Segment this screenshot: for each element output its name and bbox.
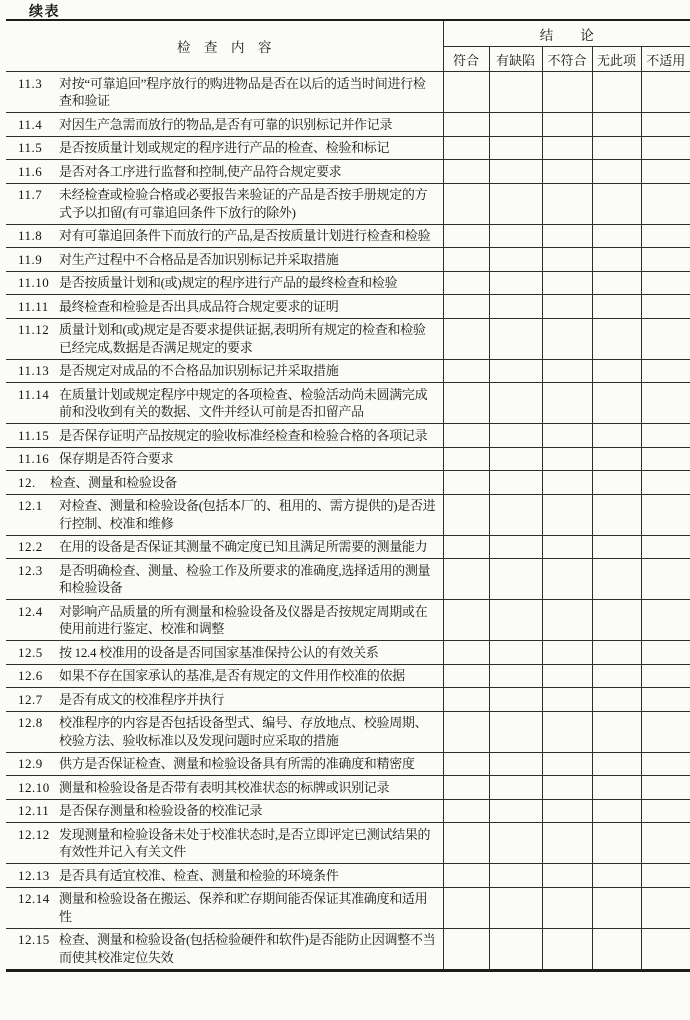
- result-cell-nonconform: [542, 318, 592, 359]
- result-cell-has-defect: [489, 887, 542, 928]
- result-cell-conform: [443, 72, 489, 113]
- item-text: 对按“可靠追回”程序放行的购进物品是否在以后的适当时间进行检查和验证: [59, 75, 426, 108]
- table-row: [6, 799, 690, 823]
- item-text: 对生产过程中不合格品是否加识别标记并采取措施: [59, 251, 339, 267]
- inspection-item-cell: [6, 535, 443, 559]
- item-text: 如果不存在国家承认的基准,是否有规定的文件用作校准的依据: [59, 668, 405, 683]
- item-text: 测量和检验设备是否带有表明其校准状态的标牌或识别记录: [59, 779, 390, 795]
- result-cell-nonconform: [542, 72, 592, 113]
- result-cell-has-defect: [489, 160, 542, 184]
- item-number: 12.5: [18, 644, 43, 660]
- item-text: 是否保存测量和检验设备的校准记录: [59, 803, 263, 818]
- result-cell-has-defect: [489, 224, 542, 248]
- table-row: [6, 711, 690, 752]
- inspection-item-cell: [6, 887, 443, 928]
- result-cell-conform: [443, 359, 489, 383]
- table-row: [6, 535, 690, 559]
- item-text: 对影响产品质量的所有测量和检验设备及仪器是否按规定周期或在使用前进行鉴定、校准和调整: [59, 603, 428, 636]
- item-number: 11.13: [18, 363, 50, 378]
- result-cell-nonconform: [542, 928, 592, 970]
- result-cell-conform: [443, 752, 489, 776]
- table-row: [6, 600, 690, 641]
- inspection-item-cell: [6, 424, 443, 448]
- inspection-item-cell: [6, 359, 443, 383]
- result-cell-conform: [443, 471, 489, 495]
- item-text: 是否明确检查、测量、检验工作及所要求的准确度,选择适用的测量和检验设备: [59, 562, 431, 595]
- result-cell-conform: [443, 295, 489, 319]
- result-cell-no-such-item: [592, 72, 641, 113]
- result-cell-has-defect: [489, 113, 542, 137]
- result-cell-no-such-item: [592, 559, 641, 600]
- result-cell-not-applicable: [641, 271, 690, 295]
- table-row: [6, 160, 690, 184]
- item-number: 12.14: [18, 891, 50, 906]
- result-cell-not-applicable: [641, 383, 690, 424]
- result-cell-conform: [443, 113, 489, 137]
- table-row: [6, 248, 690, 272]
- result-cell-conform: [443, 688, 489, 712]
- item-number: 12.13: [18, 867, 50, 883]
- result-cell-has-defect: [489, 183, 542, 224]
- table-row: [6, 318, 690, 359]
- result-cell-not-applicable: [641, 72, 690, 113]
- result-cell-has-defect: [489, 641, 542, 665]
- inspection-item-cell: [6, 160, 443, 184]
- inspection-item-cell: [6, 688, 443, 712]
- item-text: 检查、测量和检验设备(包括检验硬件和软件)是否能防止因调整不当而使其校准定位失效: [59, 932, 436, 965]
- result-cell-nonconform: [542, 136, 592, 160]
- header-result-nonconform: 不符合: [542, 47, 592, 72]
- result-cell-has-defect: [489, 471, 542, 495]
- item-text: 是否规定对成品的不合格品加识别标记并采取措施: [59, 363, 339, 378]
- result-cell-not-applicable: [641, 295, 690, 319]
- item-number: 12.8: [18, 715, 43, 730]
- result-cell-no-such-item: [592, 447, 641, 471]
- item-text: 保存期是否符合要求: [59, 451, 174, 466]
- result-cell-conform: [443, 887, 489, 928]
- item-number: 11.14: [18, 386, 50, 402]
- result-cell-not-applicable: [641, 424, 690, 448]
- result-cell-no-such-item: [592, 136, 641, 160]
- result-cell-no-such-item: [592, 248, 641, 272]
- table-row: [6, 471, 690, 495]
- inspection-item-cell: [6, 183, 443, 224]
- result-cell-nonconform: [542, 271, 592, 295]
- item-number: 12.2: [18, 539, 43, 554]
- inspection-item-cell: [6, 72, 443, 113]
- result-cell-no-such-item: [592, 799, 641, 823]
- result-cell-has-defect: [489, 359, 542, 383]
- result-cell-not-applicable: [641, 183, 690, 224]
- result-cell-nonconform: [542, 160, 592, 184]
- item-text: 发现测量和检验设备未处于校准状态时,是否立即评定已测试结果的有效性并记入有关文件: [59, 826, 431, 859]
- result-cell-has-defect: [489, 383, 542, 424]
- result-cell-not-applicable: [641, 928, 690, 970]
- item-number: 12.11: [18, 803, 50, 818]
- result-cell-no-such-item: [592, 160, 641, 184]
- item-number: 11.4: [18, 116, 43, 132]
- result-cell-has-defect: [489, 494, 542, 535]
- result-cell-has-defect: [489, 688, 542, 712]
- inspection-item-cell: [6, 113, 443, 137]
- item-number: 11.5: [18, 140, 43, 155]
- result-cell-has-defect: [489, 864, 542, 888]
- result-cell-conform: [443, 271, 489, 295]
- item-text: 质量计划和(或)规定是否要求提供证据,表明所有规定的检查和检验已经完成,数据是否满足规定的要求: [59, 322, 426, 355]
- inspection-item-cell: [6, 447, 443, 471]
- result-cell-nonconform: [542, 711, 592, 752]
- item-text: 对检查、测量和检验设备(包括本厂的、租用的、需方提供的)是否进行控制、校准和维修: [59, 498, 436, 531]
- result-cell-conform: [443, 447, 489, 471]
- result-cell-not-applicable: [641, 471, 690, 495]
- result-cell-nonconform: [542, 688, 592, 712]
- result-cell-not-applicable: [641, 887, 690, 928]
- result-cell-has-defect: [489, 295, 542, 319]
- result-cell-no-such-item: [592, 664, 641, 688]
- item-text: 最终检查和检验是否出具成品符合规定要求的证明: [59, 298, 339, 314]
- header-result-conform: 符合: [443, 47, 489, 72]
- table-row: [6, 72, 690, 113]
- inspection-item-cell: [6, 224, 443, 248]
- item-number: 12.4: [18, 603, 43, 619]
- continued-table-label: 续表: [29, 5, 60, 20]
- table-row: [6, 295, 690, 319]
- header-row-conclusion: [6, 20, 690, 47]
- result-cell-not-applicable: [641, 559, 690, 600]
- result-cell-not-applicable: [641, 160, 690, 184]
- inspection-item-cell: [6, 799, 443, 823]
- result-cell-conform: [443, 494, 489, 535]
- result-cell-nonconform: [542, 224, 592, 248]
- result-cell-conform: [443, 535, 489, 559]
- result-cell-no-such-item: [592, 887, 641, 928]
- item-number: 12.12: [18, 826, 50, 842]
- table-row: [6, 447, 690, 471]
- inspection-item-cell: [6, 752, 443, 776]
- item-number: 12.6: [18, 668, 43, 683]
- table-row: [6, 928, 690, 970]
- table-row: [6, 752, 690, 776]
- item-text: 是否有成文的校准程序并执行: [59, 691, 225, 707]
- inspection-item-cell: [6, 295, 443, 319]
- table-row: [6, 823, 690, 864]
- result-cell-conform: [443, 823, 489, 864]
- result-cell-no-such-item: [592, 471, 641, 495]
- header-result-not-applicable: 不适用: [641, 47, 690, 72]
- result-cell-conform: [443, 711, 489, 752]
- result-cell-nonconform: [542, 471, 592, 495]
- table-row: [6, 664, 690, 688]
- result-cell-nonconform: [542, 887, 592, 928]
- result-cell-has-defect: [489, 559, 542, 600]
- table-row: [6, 271, 690, 295]
- result-cell-not-applicable: [641, 359, 690, 383]
- result-cell-nonconform: [542, 752, 592, 776]
- item-text: 测量和检验设备在搬运、保养和贮存期间能否保证其准确度和适用性: [59, 891, 428, 924]
- inspection-item-cell: [6, 383, 443, 424]
- result-cell-has-defect: [489, 535, 542, 559]
- item-number: 12.7: [18, 691, 43, 707]
- result-cell-conform: [443, 559, 489, 600]
- result-cell-no-such-item: [592, 224, 641, 248]
- table-row: [6, 424, 690, 448]
- result-cell-not-applicable: [641, 600, 690, 641]
- item-text: 供方是否保证检查、测量和检验设备具有所需的准确度和精密度: [59, 756, 415, 771]
- inspection-item-cell: [6, 711, 443, 752]
- result-cell-conform: [443, 928, 489, 970]
- item-number: 11.10: [18, 275, 50, 290]
- result-cell-has-defect: [489, 664, 542, 688]
- result-cell-not-applicable: [641, 864, 690, 888]
- result-cell-conform: [443, 248, 489, 272]
- table-row: [6, 887, 690, 928]
- result-cell-nonconform: [542, 248, 592, 272]
- result-cell-no-such-item: [592, 641, 641, 665]
- result-cell-has-defect: [489, 318, 542, 359]
- table-row: [6, 494, 690, 535]
- result-cell-nonconform: [542, 424, 592, 448]
- result-cell-no-such-item: [592, 752, 641, 776]
- result-cell-no-such-item: [592, 318, 641, 359]
- item-text: 是否保存证明产品按规定的验收标准经检查和检验合格的各项记录: [59, 427, 428, 443]
- result-cell-nonconform: [542, 447, 592, 471]
- result-cell-has-defect: [489, 136, 542, 160]
- header-conclusion: 结 论: [443, 20, 690, 47]
- item-number: 12.1: [18, 498, 43, 513]
- result-cell-nonconform: [542, 559, 592, 600]
- result-cell-no-such-item: [592, 864, 641, 888]
- inspection-item-cell: [6, 928, 443, 970]
- result-cell-nonconform: [542, 295, 592, 319]
- inspection-item-cell: [6, 494, 443, 535]
- result-cell-nonconform: [542, 600, 592, 641]
- inspection-item-cell: [6, 318, 443, 359]
- item-number: 11.7: [18, 187, 43, 202]
- result-cell-conform: [443, 799, 489, 823]
- item-number: 11.11: [18, 298, 49, 314]
- result-cell-conform: [443, 664, 489, 688]
- result-cell-not-applicable: [641, 641, 690, 665]
- result-cell-no-such-item: [592, 424, 641, 448]
- result-cell-conform: [443, 424, 489, 448]
- result-cell-not-applicable: [641, 248, 690, 272]
- item-text: 检查、测量和检验设备: [50, 474, 178, 490]
- result-cell-no-such-item: [592, 688, 641, 712]
- header-inspection-content: 检 查 内 容: [6, 20, 443, 72]
- inspection-checklist-table: [6, 19, 690, 972]
- item-number: 12.3: [18, 562, 43, 578]
- result-cell-conform: [443, 776, 489, 800]
- result-cell-no-such-item: [592, 535, 641, 559]
- result-cell-not-applicable: [641, 447, 690, 471]
- result-cell-no-such-item: [592, 183, 641, 224]
- result-cell-no-such-item: [592, 359, 641, 383]
- table-row: [6, 383, 690, 424]
- result-cell-not-applicable: [641, 711, 690, 752]
- item-number: 11.3: [18, 75, 43, 91]
- result-cell-nonconform: [542, 183, 592, 224]
- result-cell-no-such-item: [592, 600, 641, 641]
- result-cell-nonconform: [542, 383, 592, 424]
- result-cell-has-defect: [489, 799, 542, 823]
- result-cell-not-applicable: [641, 535, 690, 559]
- inspection-item-cell: [6, 864, 443, 888]
- header-result-no-such-item: 无此项: [592, 47, 641, 72]
- result-cell-nonconform: [542, 535, 592, 559]
- result-cell-no-such-item: [592, 711, 641, 752]
- header-result-has-defect: 有缺陷: [489, 47, 542, 72]
- inspection-item-cell: [6, 559, 443, 600]
- result-cell-has-defect: [489, 447, 542, 471]
- inspection-item-cell: [6, 823, 443, 864]
- result-cell-not-applicable: [641, 799, 690, 823]
- result-cell-has-defect: [489, 752, 542, 776]
- result-cell-has-defect: [489, 823, 542, 864]
- inspection-item-cell: [6, 471, 443, 495]
- inspection-item-cell: [6, 136, 443, 160]
- item-text: 对有可靠追回条件下而放行的产品,是否按质量计划进行检查和检验: [59, 228, 431, 243]
- item-text: 是否按质量计划和(或)规定的程序进行产品的最终检查和检验: [59, 275, 398, 290]
- result-cell-conform: [443, 600, 489, 641]
- result-cell-not-applicable: [641, 776, 690, 800]
- item-text: 对因生产急需而放行的物品,是否有可靠的识别标记并作记录: [59, 116, 393, 132]
- item-text: 是否对各工序进行监督和控制,使产品符合规定要求: [59, 163, 342, 179]
- inspection-item-cell: [6, 271, 443, 295]
- item-number: 12.15: [18, 932, 50, 947]
- item-number: 11.6: [18, 163, 43, 179]
- result-cell-conform: [443, 160, 489, 184]
- result-cell-nonconform: [542, 359, 592, 383]
- result-cell-not-applicable: [641, 224, 690, 248]
- result-cell-conform: [443, 383, 489, 424]
- table-row: [6, 641, 690, 665]
- result-cell-no-such-item: [592, 113, 641, 137]
- result-cell-conform: [443, 224, 489, 248]
- table-row: [6, 559, 690, 600]
- result-cell-conform: [443, 183, 489, 224]
- result-cell-no-such-item: [592, 776, 641, 800]
- inspection-item-cell: [6, 248, 443, 272]
- result-cell-nonconform: [542, 823, 592, 864]
- table-row: [6, 224, 690, 248]
- result-cell-has-defect: [489, 248, 542, 272]
- table-row: [6, 183, 690, 224]
- item-number: 12.: [18, 474, 36, 490]
- result-cell-no-such-item: [592, 928, 641, 970]
- inspection-item-cell: [6, 600, 443, 641]
- item-number: 11.16: [18, 451, 50, 466]
- result-cell-has-defect: [489, 271, 542, 295]
- result-cell-not-applicable: [641, 494, 690, 535]
- item-number: 12.10: [18, 779, 50, 795]
- item-number: 11.9: [18, 251, 43, 267]
- table-row: [6, 136, 690, 160]
- result-cell-conform: [443, 318, 489, 359]
- inspection-item-cell: [6, 776, 443, 800]
- result-cell-not-applicable: [641, 318, 690, 359]
- result-cell-not-applicable: [641, 823, 690, 864]
- result-cell-nonconform: [542, 494, 592, 535]
- result-cell-no-such-item: [592, 823, 641, 864]
- inspection-item-cell: [6, 641, 443, 665]
- result-cell-not-applicable: [641, 688, 690, 712]
- result-cell-nonconform: [542, 113, 592, 137]
- result-cell-has-defect: [489, 72, 542, 113]
- result-cell-has-defect: [489, 928, 542, 970]
- item-number: 11.8: [18, 228, 43, 243]
- result-cell-no-such-item: [592, 494, 641, 535]
- result-cell-has-defect: [489, 424, 542, 448]
- inspection-item-cell: [6, 664, 443, 688]
- result-cell-conform: [443, 864, 489, 888]
- item-number: 11.15: [18, 427, 50, 443]
- table-row: [6, 359, 690, 383]
- result-cell-no-such-item: [592, 383, 641, 424]
- result-cell-nonconform: [542, 799, 592, 823]
- result-cell-not-applicable: [641, 136, 690, 160]
- item-text: 是否具有适宜校准、检查、测量和检验的环境条件: [59, 867, 339, 883]
- item-text: 按 12.4 校准用的设备是否同国家基准保持公认的有效关系: [59, 644, 379, 660]
- result-cell-nonconform: [542, 664, 592, 688]
- result-cell-no-such-item: [592, 295, 641, 319]
- item-text: 校准程序的内容是否包括设备型式、编号、存放地点、校验周期、校验方法、验收标准以及发现问题时应采取的措施: [59, 715, 428, 748]
- item-number: 11.12: [18, 322, 50, 337]
- result-cell-not-applicable: [641, 664, 690, 688]
- item-text: 在用的设备是否保证其测量不确定度已知且满足所需要的测量能力: [59, 539, 428, 554]
- item-text: 是否按质量计划或规定的程序进行产品的检查、检验和标记: [59, 140, 390, 155]
- result-cell-nonconform: [542, 864, 592, 888]
- item-text: 在质量计划或规定程序中规定的各项检查、检验活动尚未圆满完成前和没收到有关的数据、文件并经认可前是否扣留产品: [59, 386, 428, 419]
- table-row: [6, 776, 690, 800]
- result-cell-conform: [443, 136, 489, 160]
- table-row: [6, 864, 690, 888]
- result-cell-has-defect: [489, 776, 542, 800]
- result-cell-nonconform: [542, 776, 592, 800]
- result-cell-not-applicable: [641, 113, 690, 137]
- result-cell-has-defect: [489, 711, 542, 752]
- item-text: 未经检查或检验合格或必要报告来验证的产品是否按手册规定的方式予以扣留(有可靠追回条件下放行的除外): [59, 187, 428, 220]
- result-cell-conform: [443, 641, 489, 665]
- item-number: 12.9: [18, 756, 43, 771]
- result-cell-has-defect: [489, 600, 542, 641]
- result-cell-not-applicable: [641, 752, 690, 776]
- table-row: [6, 688, 690, 712]
- result-cell-no-such-item: [592, 271, 641, 295]
- table-row: [6, 113, 690, 137]
- result-cell-nonconform: [542, 641, 592, 665]
